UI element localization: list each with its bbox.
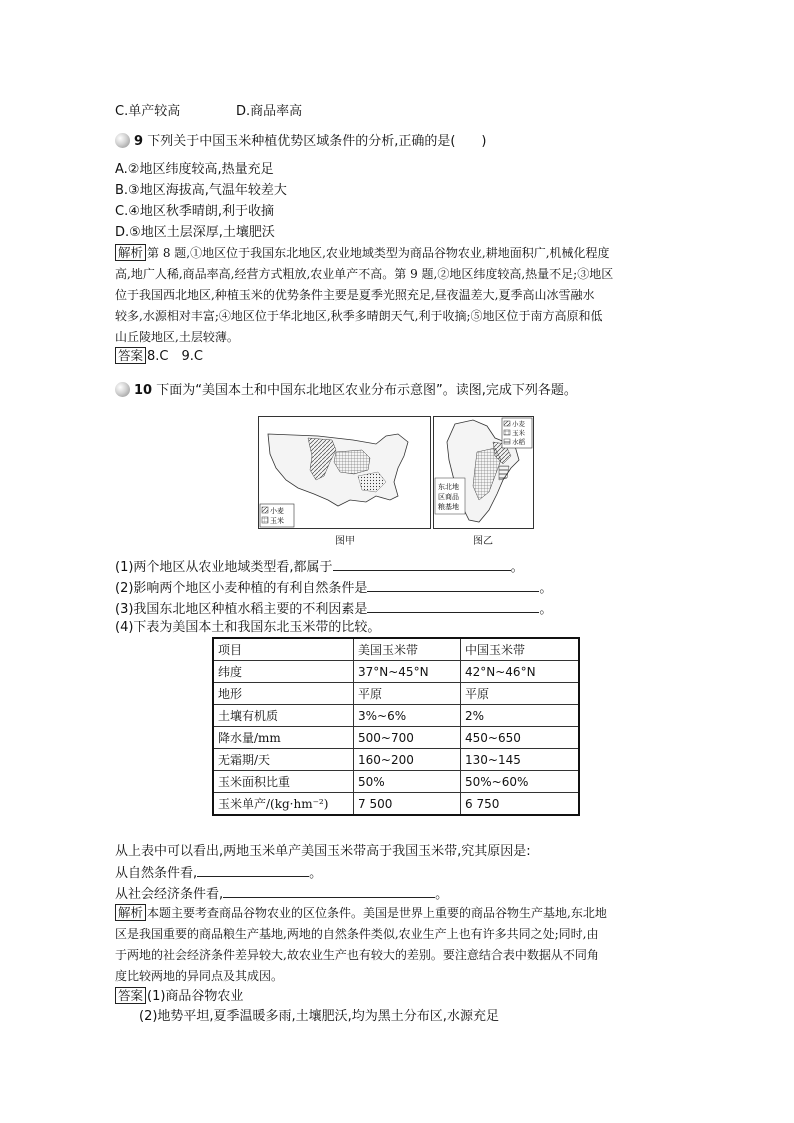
table-cell: 降水量/mm [213,727,354,749]
table-cell: 50%~60% [461,771,580,793]
us-agriculture-map [258,416,431,529]
table-header-cell: 中国玉米带 [461,638,580,661]
answer-tag: 答案 [115,987,146,1004]
map-left-caption: 图甲 [335,536,355,547]
table-row [213,661,579,683]
table-row [213,771,579,793]
table-cell: 7 500 [354,793,461,816]
legend-corn-us: 玉米 [270,517,284,525]
table-header-cell: 美国玉米带 [354,638,461,661]
q10-sub1: (1)两个地区从农业地域类型看,都属于 。 [115,557,524,577]
table-cell: 160~200 [354,749,461,771]
q9-option-b: B.③地区海拔高,气温年较差大 [115,183,287,198]
analysis-tag: 解析 [115,904,146,921]
legend-corn-ne: 玉米 [512,429,525,437]
q10-stem [115,382,577,400]
answer-blank[interactable] [333,557,511,571]
q10-stem-text: 下面为“美国本土和中国东北地区农业分布示意图”。读图,完成下列各题。 [156,383,577,398]
answer1: 答案 8.C 9.C [115,347,203,366]
q9-option-a: A.②地区纬度较高,热量充足 [115,162,274,177]
table-cell: 平原 [461,683,580,705]
analysis2-line-1: 解析 本题主要考查商品谷物农业的区位条件。美国是世界上重要的商品谷物生产基地,东北地 [115,904,607,922]
table-cell: 地形 [213,683,354,705]
table-row [213,683,579,705]
q10-sub3: (3)我国东北地区种植水稻主要的不利因素是 。 [115,599,552,619]
analysis1-line-4: 较多,水源相对丰富;④地区位于华北地区,秋季多晴朗天气,利于收摘;⑤地区位于南方高原和低 [115,309,603,323]
answer2-line-1: 答案 (1)商品谷物农业 [115,987,243,1006]
analysis2-line-4: 度比较两地的异同点及其成因。 [115,969,284,983]
analysis1-line-1: 解析 第 8 题,①地区位于我国东北地区,农业地域类型为商品谷物农业,耕地面积广,机械化程度 [115,244,610,262]
table-cell: 50% [354,771,461,793]
legend-wheat-ne: 小麦 [512,420,525,428]
answer-blank[interactable] [223,884,435,898]
analysis-tag: 解析 [115,244,146,261]
question-bullet-icon [115,382,130,397]
natural-conditions-line: 从自然条件看, 。 [115,863,322,883]
q10-number: 10 [134,383,153,398]
q9-stem [115,133,486,151]
q9-number: 9 [134,134,144,149]
answer2-line-2: (2)地势平坦,夏季温暖多雨,土壤肥沃,均为黑土分布区,水源充足 [139,1009,499,1024]
analysis1-line-5: 山丘陵地区,土层较薄。 [115,330,239,344]
table-cell: 42°N~46°N [461,661,580,683]
table-cell: 玉米单产/(kg·hm⁻²) [213,793,354,816]
table-cell: 37°N~45°N [354,661,461,683]
q9-stem-text: 下列关于中国玉米种植优势区域条件的分析,正确的是( ) [147,134,487,149]
answer-tag: 答案 [115,347,146,364]
social-conditions-line: 从社会经济条件看, 。 [115,884,448,904]
table-cell: 2% [461,705,580,727]
table-header-cell: 项目 [213,638,354,661]
after-table-text: 从上表中可以看出,两地玉米单产美国玉米带高于我国玉米带,究其原因是: [115,844,531,859]
analysis2-line-2: 区是我国重要的商品粮生产基地,两地的自然条件类似,农业生产上也有许多共同之处;同时,由 [115,927,599,941]
corn-region-us [334,450,370,474]
q10-sub2: (2)影响两个地区小麦种植的有利自然条件是 。 [115,578,552,598]
ne-china-agriculture-map [433,416,534,529]
q9-option-c: C.④地区秋季晴朗,利于收摘 [115,204,274,219]
table-row [213,705,579,727]
map-label-line-2: 区商品 [438,493,459,501]
q10-sub4: (4)下表为美国本土和我国东北玉米带的比较。 [115,620,381,635]
table-cell: 500~700 [354,727,461,749]
analysis2-line-3: 于两地的社会经济条件差异较大,故农业生产也有较大的差别。要注意结合表中数据从不同角 [115,948,599,962]
analysis1-line-2: 高,地广人稀,商品率高,经营方式粗放,农业单产不高。第 9 题,②地区纬度较高,热量不足;③地区 [115,267,614,281]
map-right-caption: 图乙 [473,536,493,547]
table-cell: 土壤有机质 [213,705,354,727]
table-row [213,749,579,771]
answer-blank[interactable] [367,578,539,592]
q8-option-c: C.单产较高 [115,104,181,119]
question-bullet-icon [115,133,130,148]
table-cell: 130~145 [461,749,580,771]
map-label-line-3: 粮基地 [438,503,459,511]
answer-blank[interactable] [367,599,539,613]
table-cell: 无霜期/天 [213,749,354,771]
table-cell: 平原 [354,683,461,705]
legend-wheat-us: 小麦 [270,507,284,515]
table-row [213,727,579,749]
table-cell: 玉米面积比重 [213,771,354,793]
analysis1-line-3: 位于我国西北地区,种植玉米的优势条件主要是夏季光照充足,昼夜温差大,夏季高山冰雪融水 [115,288,595,302]
q8-option-d: D.商品率高 [236,104,303,119]
corn-belt-comparison-table [212,637,580,816]
table-cell: 纬度 [213,661,354,683]
table-cell: 450~650 [461,727,580,749]
q9-option-d: D.⑤地区土层深厚,土壤肥沃 [115,225,275,240]
table-cell: 6 750 [461,793,580,816]
table-header-row [213,638,579,661]
table-row [213,793,579,816]
table-cell: 3%~6% [354,705,461,727]
answer-blank[interactable] [197,863,309,877]
legend-rice-ne: 水稻 [512,438,525,446]
map-label-line-1: 东北地 [438,483,459,491]
